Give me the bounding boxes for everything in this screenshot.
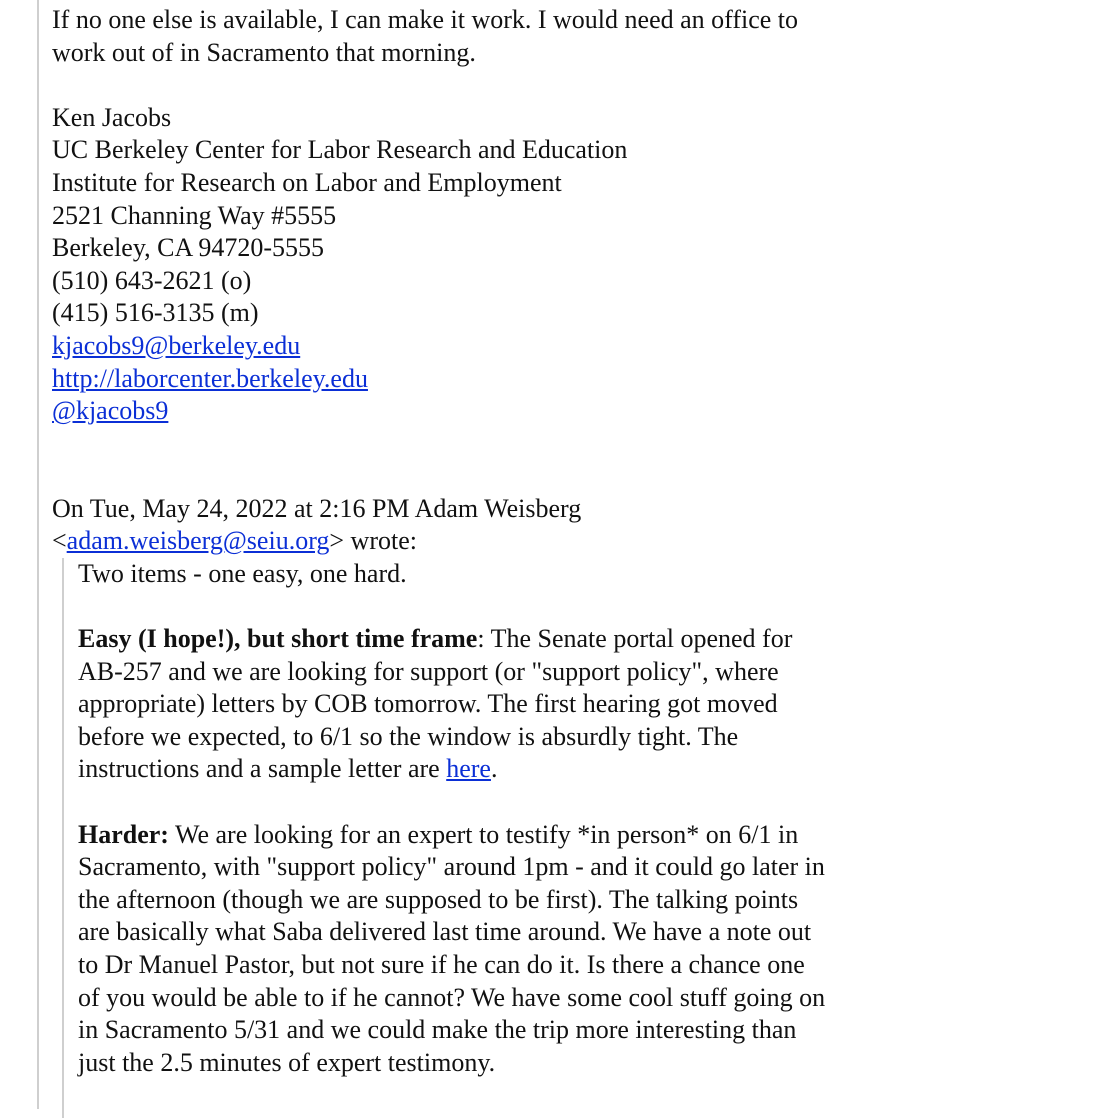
quote-rule-outer — [37, 0, 39, 1109]
reply-line: If no one else is available, I can make it work. I would need an office to — [52, 5, 799, 34]
harder-heading: Harder: — [78, 819, 169, 849]
quoted-harder-paragraph — [78, 819, 1082, 1080]
easy-line: AB-257 and we are looking for support (or "support policy", where — [78, 656, 779, 686]
here-link[interactable]: here — [446, 754, 491, 784]
attribution-wrote: > wrote: — [329, 526, 417, 556]
quoted-intro: Two items - one easy, one hard. — [78, 558, 407, 588]
harder-line: to Dr Manuel Pastor, but not sure if he can do it. Is there a chance one — [78, 950, 805, 980]
signature-handle-link[interactable]: @kjacobs9 — [52, 396, 169, 426]
harder-line: the afternoon (though we are supposed to be first). The talking points — [78, 884, 799, 914]
signature-org: UC Berkeley Center for Labor Research and Education — [52, 135, 628, 165]
harder-line: We are looking for an expert to testify *in person* on 6/1 in — [168, 819, 799, 849]
attribution-open-bracket: < — [52, 526, 67, 556]
signature-city: Berkeley, CA 94720-5555 — [52, 233, 324, 263]
easy-line: before we expected, to 6/1 so the window is absurdly tight. The — [78, 721, 739, 751]
easy-heading: Easy (I hope!), but short time frame — [78, 624, 478, 654]
attribution-sender-line — [52, 525, 1082, 558]
signature-website-link[interactable]: http://laborcenter.berkeley.edu — [52, 363, 368, 393]
signature-name: Ken Jacobs — [52, 102, 172, 132]
easy-line: instructions and a sample letter are — [78, 754, 447, 784]
easy-line: : The Senate portal opened for — [477, 624, 793, 654]
email-body — [52, 4, 1082, 1118]
harder-line: in Sacramento 5/31 and we could make the trip more interesting than — [78, 1015, 797, 1045]
signature-block — [52, 102, 1082, 428]
signature-phone-office: (510) 643-2621 (o) — [52, 265, 252, 295]
easy-end: . — [490, 754, 498, 784]
quoted-message — [62, 558, 1082, 1118]
quote-attribution — [52, 493, 1082, 558]
signature-institute: Institute for Research on Labor and Employment — [52, 167, 562, 197]
signature-email-link[interactable]: kjacobs9@berkeley.edu — [52, 330, 301, 360]
sender-email-link[interactable]: adam.weisberg@seiu.org — [66, 526, 330, 556]
harder-line: are basically what Saba delivered last time around. We have a note out — [78, 917, 812, 947]
easy-line: appropriate) letters by COB tomorrow. The first hearing got moved — [78, 689, 778, 719]
attribution-line: On Tue, May 24, 2022 at 2:16 PM Adam Weisberg — [52, 493, 582, 523]
harder-line: Sacramento, with "support policy" around 1pm - and it could go later in — [78, 852, 825, 882]
signature-phone-mobile: (415) 516-3135 (m) — [52, 298, 259, 328]
quoted-easy-paragraph — [78, 623, 1082, 786]
harder-line: just the 2.5 minutes of expert testimony. — [78, 1047, 496, 1077]
reply-line: work out of in Sacramento that morning. — [52, 37, 476, 67]
reply-text — [52, 4, 1082, 69]
harder-line: of you would be able to if he cannot? We have some cool stuff going on — [78, 982, 826, 1012]
signature-street: 2521 Channing Way #5555 — [52, 200, 337, 230]
